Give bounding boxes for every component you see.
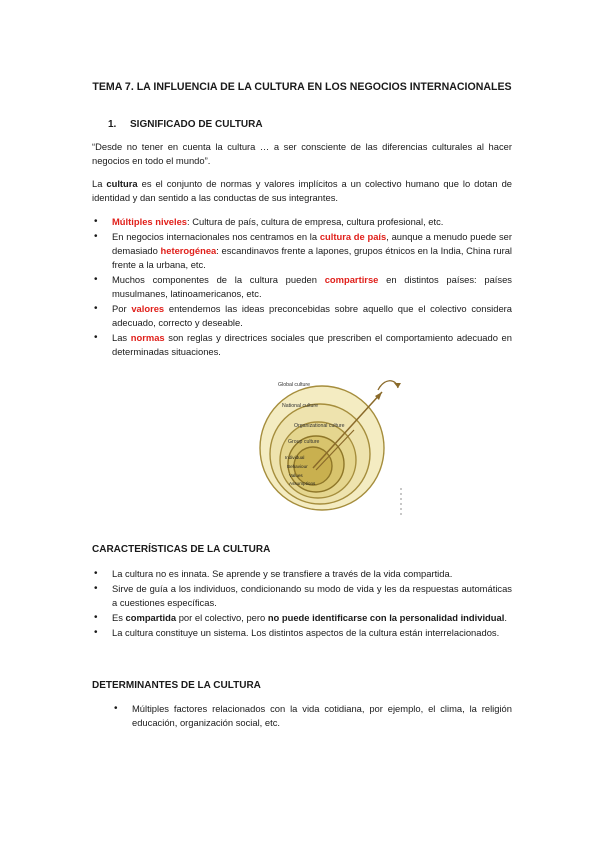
list-item [92, 331, 512, 359]
label-behaviour: Behaviour [287, 464, 308, 469]
section-title: SIGNIFICADO DE CULTURA [130, 119, 263, 130]
bullet-text: : escandinavos frente a lapones, grupos étnicos en la India, China rural frente a la urbana, etc. [112, 245, 513, 270]
label-individual: Individual [285, 455, 305, 460]
label-values: Values [289, 473, 303, 478]
label-organizational-culture: Organizational culture [294, 423, 345, 429]
definition-post: es el conjunto de normas y valores implícitos a un colectivo humano que lo dotan de identidad y dan sentido a las conductas de sus integrantes. [92, 178, 512, 203]
bullet-text: por el colectivo, pero [176, 612, 268, 623]
label-global-culture: Global culture [278, 382, 311, 388]
section-heading [108, 119, 263, 130]
list-item [92, 215, 512, 229]
bold-text: compartida [125, 612, 177, 623]
quote-paragraph: “Desde no tener en cuenta la cultura … a ser consciente de las diferencias culturales al hacer negocios en todo el mundo”. [92, 141, 512, 166]
list-item: • Sirve de guía a los individuos, condicionando su modo de vida y les da respuestas automáticas a cuestiones específicas. [92, 582, 512, 610]
characteristics-list [92, 567, 512, 641]
highlight-text: Múltiples niveles [112, 216, 188, 227]
section-number: 1. [108, 119, 117, 130]
culture-levels-diagram [258, 370, 408, 520]
highlight-text: heterogénea [160, 245, 217, 256]
list-item: • La cultura constituye un sistema. Los distintos aspectos de la cultura están interrelacionados. [92, 626, 512, 640]
list-item: • La cultura no es innata. Se aprende y se transfiere a través de la vida compartida. [92, 567, 512, 581]
label-assumptions: Assumptions [289, 481, 316, 486]
culture-bullet-list [92, 215, 512, 360]
list-item [92, 302, 512, 330]
curved-arrow-icon [378, 381, 398, 390]
bullet-text: Muchos componentes de la cultura pueden [112, 274, 325, 285]
bullet-text: son reglas y directrices sociales que prescriben el comportamiento adecuado en determinadas situaciones. [112, 332, 512, 357]
bullet-text: , aunque a menudo puede ser demasiado [112, 231, 512, 256]
highlight-text: compartirse [324, 274, 379, 285]
determinants-heading: DETERMINANTES DE LA CULTURA [92, 680, 261, 691]
list-item [92, 273, 512, 301]
curved-arrow-head-icon [394, 383, 401, 388]
list-item [92, 611, 512, 625]
label-national-culture: National culture [282, 403, 319, 409]
highlight-text: normas [130, 332, 165, 343]
list-item [92, 230, 512, 272]
highlight-text: valores [131, 303, 165, 314]
characteristics-heading: CARACTERÍSTICAS DE LA CULTURA [92, 544, 271, 555]
definition-paragraph [92, 177, 512, 205]
bold-text: no puede identificarse con la personalidad individual [267, 612, 505, 623]
bullet-text: en distintos países: países musulmanes, latinoamericanos, etc. [112, 274, 512, 299]
label-group-culture: Group culture [288, 439, 320, 445]
bullet-text: Por [112, 303, 132, 314]
determinants-list [112, 702, 512, 731]
page-title: TEMA 7. LA INFLUENCIA DE LA CULTURA EN LOS NEGOCIOS INTERNACIONALES [92, 81, 512, 93]
bullet-text: Es [112, 612, 126, 623]
definition-term: cultura [106, 178, 138, 189]
list-item: • Múltiples factores relacionados con la vida cotidiana, por ejemplo, el clima, la religión educación, organización social, etc. [112, 702, 512, 730]
definition-pre: La [92, 178, 107, 189]
highlight-text: cultura de país [319, 231, 387, 242]
bullet-text: Las [112, 332, 131, 343]
bullet-text: : Cultura de país, cultura de empresa, cultura profesional, etc. [187, 216, 444, 227]
bullet-text: entendemos las ideas preconcebidas sobre aquello que el colectivo considera adecuado, correcto y deseable. [112, 303, 512, 328]
bullet-text: . [504, 612, 507, 623]
bullet-text: En negocios internacionales nos centramos en la [112, 231, 320, 242]
